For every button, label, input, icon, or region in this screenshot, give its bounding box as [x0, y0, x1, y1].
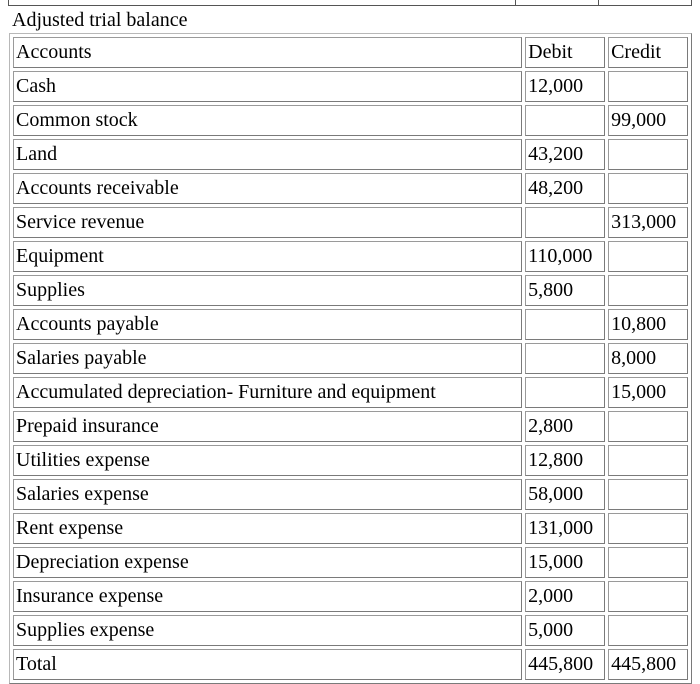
debit-cell — [525, 343, 605, 374]
account-cell: Supplies expense — [13, 615, 522, 646]
debit-cell — [525, 207, 605, 238]
credit-cell — [608, 241, 688, 272]
debit-cell: 2,800 — [525, 411, 605, 442]
credit-cell — [608, 139, 688, 170]
account-cell: Land — [13, 139, 522, 170]
credit-cell — [608, 547, 688, 578]
table-row — [13, 105, 688, 136]
credit-cell: 445,800 — [608, 649, 688, 680]
account-cell: Salaries expense — [13, 479, 522, 510]
debit-cell — [525, 377, 605, 408]
debit-cell: 5,000 — [525, 615, 605, 646]
table-body — [13, 37, 688, 680]
table-row — [13, 445, 688, 476]
debit-cell — [525, 105, 605, 136]
table-row — [13, 581, 688, 612]
credit-cell: 99,000 — [608, 105, 688, 136]
credit-cell — [608, 581, 688, 612]
account-cell: Depreciation expense — [13, 547, 522, 578]
credit-cell: 10,800 — [608, 309, 688, 340]
debit-cell: 131,000 — [525, 513, 605, 544]
debit-cell: 110,000 — [525, 241, 605, 272]
header-credit: Credit — [608, 37, 688, 68]
adjusted-trial-balance-table — [9, 33, 692, 684]
debit-cell: 58,000 — [525, 479, 605, 510]
debit-cell — [525, 309, 605, 340]
table-row — [13, 139, 688, 170]
debit-cell: 12,800 — [525, 445, 605, 476]
credit-cell — [608, 615, 688, 646]
credit-cell — [608, 275, 688, 306]
column-divider — [598, 0, 599, 6]
account-cell: Common stock — [13, 105, 522, 136]
table-row — [13, 275, 688, 306]
debit-cell: 5,800 — [525, 275, 605, 306]
table-caption: Adjusted trial balance — [12, 9, 188, 31]
table-row — [13, 479, 688, 510]
table-row — [13, 615, 688, 646]
account-cell: Salaries payable — [13, 343, 522, 374]
credit-cell: 8,000 — [608, 343, 688, 374]
credit-cell — [608, 173, 688, 204]
credit-cell: 15,000 — [608, 377, 688, 408]
table-row — [13, 71, 688, 102]
account-cell: Supplies — [13, 275, 522, 306]
table-row — [13, 411, 688, 442]
account-cell: Total — [13, 649, 522, 680]
table-row — [13, 649, 688, 680]
account-cell: Equipment — [13, 241, 522, 272]
header-row — [13, 37, 688, 68]
account-cell: Accounts payable — [13, 309, 522, 340]
credit-cell — [608, 411, 688, 442]
account-cell: Insurance expense — [13, 581, 522, 612]
table-row — [13, 513, 688, 544]
header-accounts: Accounts — [13, 37, 522, 68]
credit-cell: 313,000 — [608, 207, 688, 238]
credit-cell — [608, 71, 688, 102]
table-row — [13, 309, 688, 340]
account-cell: Service revenue — [13, 207, 522, 238]
header-debit: Debit — [525, 37, 605, 68]
debit-cell: 2,000 — [525, 581, 605, 612]
table-row — [13, 343, 688, 374]
table-row — [13, 547, 688, 578]
credit-cell — [608, 513, 688, 544]
table-row — [13, 173, 688, 204]
account-cell: Accumulated depreciation- Furniture and equipment — [13, 377, 522, 408]
account-cell: Cash — [13, 71, 522, 102]
account-cell: Utilities expense — [13, 445, 522, 476]
debit-cell: 445,800 — [525, 649, 605, 680]
table-row — [13, 241, 688, 272]
account-cell: Rent expense — [13, 513, 522, 544]
previous-table-border — [8, 0, 692, 6]
credit-cell — [608, 445, 688, 476]
table-row — [13, 377, 688, 408]
table-row — [13, 207, 688, 238]
debit-cell: 43,200 — [525, 139, 605, 170]
account-cell: Prepaid insurance — [13, 411, 522, 442]
debit-cell: 15,000 — [525, 547, 605, 578]
debit-cell: 12,000 — [525, 71, 605, 102]
debit-cell: 48,200 — [525, 173, 605, 204]
column-divider — [515, 0, 516, 6]
credit-cell — [608, 479, 688, 510]
account-cell: Accounts receivable — [13, 173, 522, 204]
